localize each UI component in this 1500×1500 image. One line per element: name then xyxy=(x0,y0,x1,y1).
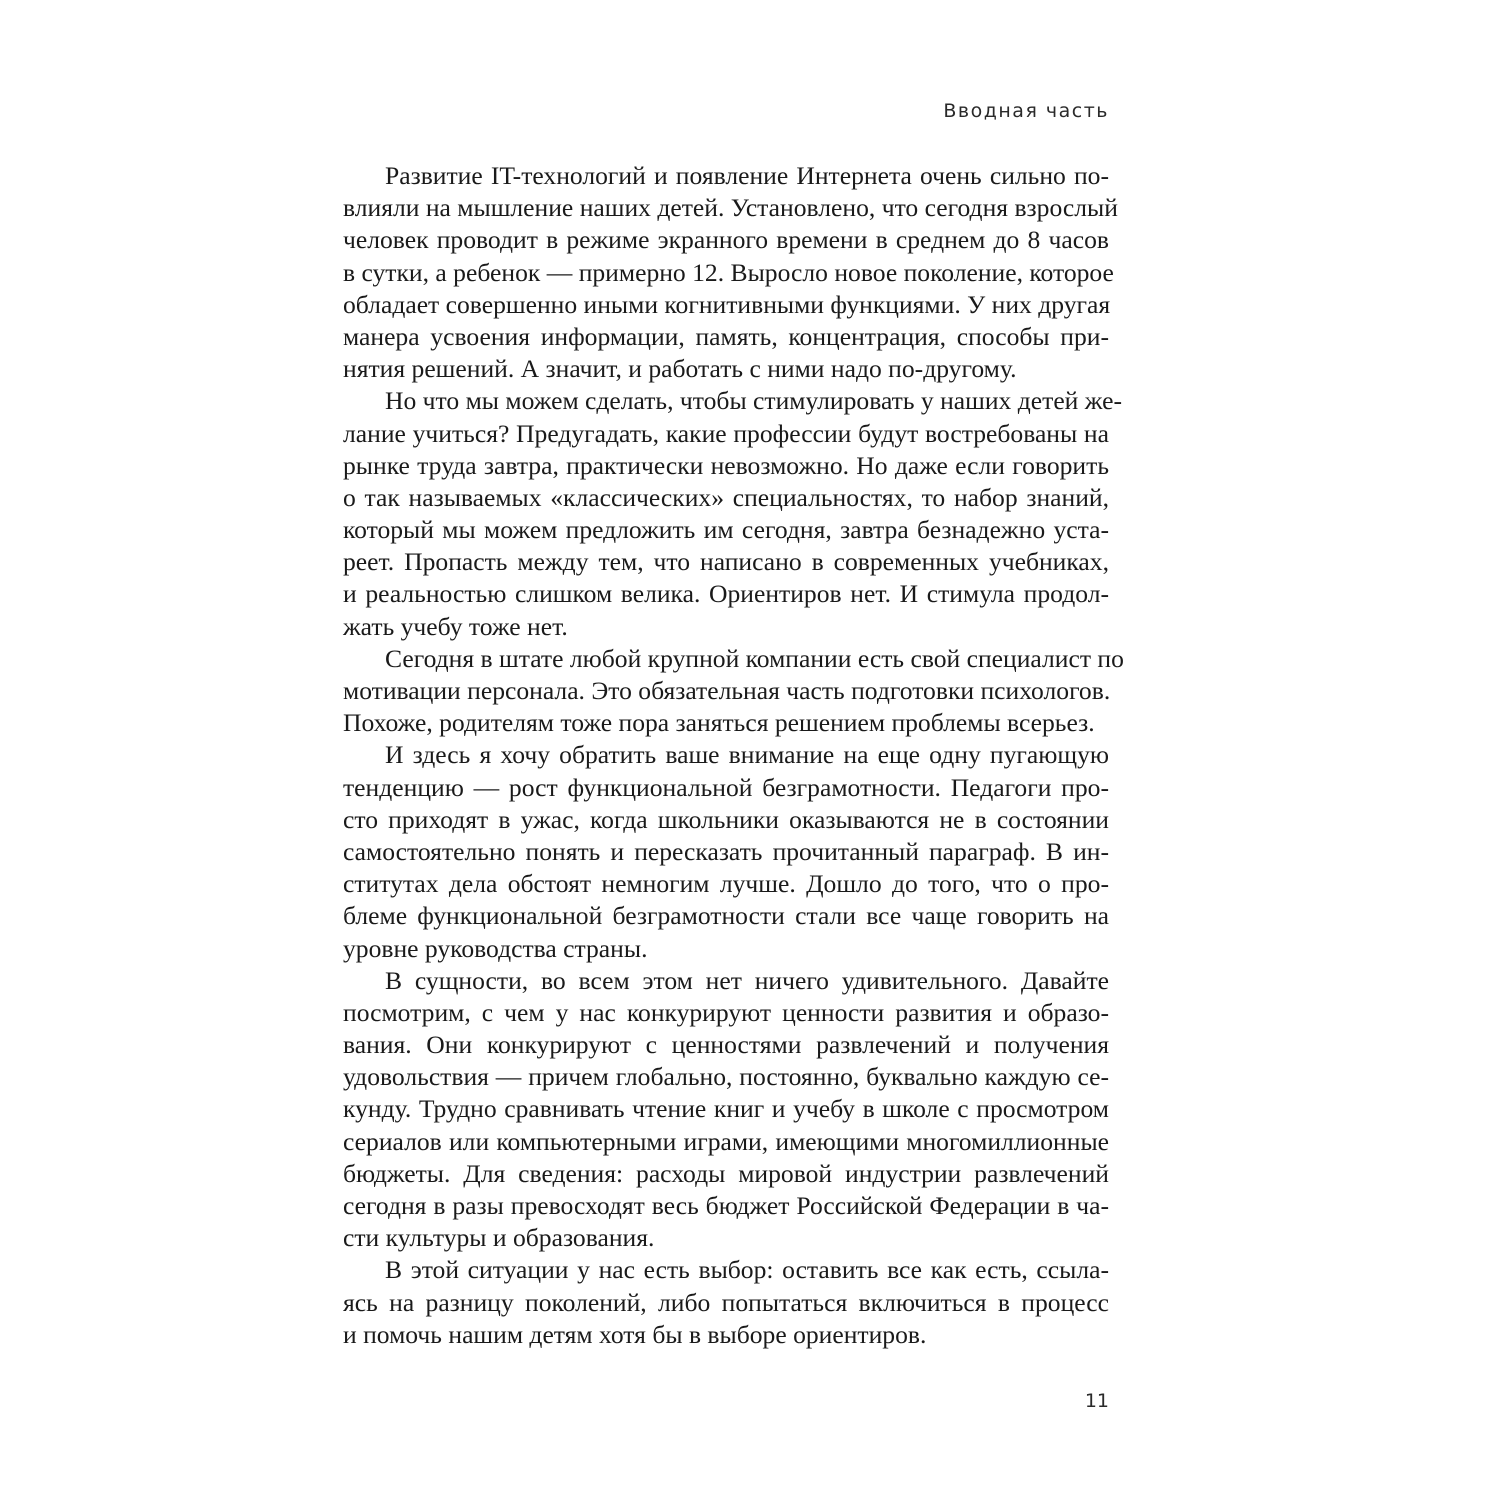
text-line: посмотрим, с чем у нас конкурируют ценности развития и образо- xyxy=(343,997,1109,1027)
text-line: манера усвоения информации, память, концентрация, способы при- xyxy=(343,321,1109,351)
paragraph xyxy=(343,385,1123,643)
text-line: Развитие IT-технологий и появление Интернета очень сильно по- xyxy=(385,161,1109,190)
text-line: удовольствия — причем глобально, постоянно, буквально каждую се- xyxy=(343,1062,1109,1092)
text-line: кунду. Трудно сравнивать чтение книг и учебу в школе с просмотром xyxy=(343,1094,1109,1124)
text-line: В сущности, во всем этом нет ничего удивительного. Давайте xyxy=(385,965,1109,995)
text-line: блеме функциональной безграмотности стали все чаще говорить на xyxy=(343,901,1109,931)
text-line: ститутах дела обстоят немногим лучше. Дошло до того, что о про- xyxy=(343,869,1109,899)
text-line: сериалов или компьютерными играми, имеющими многомиллионные xyxy=(343,1126,1109,1156)
paragraph xyxy=(343,643,1124,740)
running-head: Вводная часть xyxy=(943,100,1109,122)
text-line: и помочь нашим детям хотя бы в выборе ориентиров. xyxy=(343,1319,927,1349)
text-line: и реальностью слишком велика. Ориентиров нет. И стимула продол- xyxy=(343,579,1109,609)
paragraph xyxy=(343,160,1118,385)
text-line: бюджеты. Для сведения: расходы мировой индустрии развлечений xyxy=(343,1158,1109,1188)
text-line: вания. Они конкурируют с ценностями развлечений и получения xyxy=(343,1030,1109,1060)
text-line: в сутки, а ребенок — примерно 12. Выросло новое поколение, которое xyxy=(343,257,1114,287)
text-line: реет. Пропасть между тем, что написано в современных учебниках, xyxy=(343,547,1109,577)
text-line: нятия решений. А значит, и работать с ними надо по-другому. xyxy=(343,354,1017,384)
text-line: Похоже, родителям тоже пора заняться решением проблемы всерьез. xyxy=(343,708,1095,738)
text-line: лание учиться? Предугадать, какие профессии будут востребованы на xyxy=(343,418,1109,448)
text-line: сто приходят в ужас, когда школьники оказываются не в состоянии xyxy=(343,804,1109,834)
text-line: мотивации персонала. Это обязательная часть подготовки психологов. xyxy=(343,676,1111,705)
text-line: И здесь я хочу обратить ваше внимание на еще одну пугающую xyxy=(385,740,1109,770)
text-line: ясь на разницу поколений, либо попытаться включиться в процесс xyxy=(343,1287,1109,1317)
text-line: В этой ситуации у нас есть выбор: оставить все как есть, ссыла- xyxy=(385,1255,1109,1285)
page-number: 11 xyxy=(1084,1390,1109,1412)
text-line: жать учебу тоже нет. xyxy=(343,611,568,641)
text-line: тенденцию — рост функциональной безграмотности. Педагоги про- xyxy=(343,772,1109,802)
text-line: самостоятельно понять и пересказать прочитанный параграф. В ин- xyxy=(343,836,1109,866)
text-line: обладает совершенно иными когнитивными функциями. У них другая xyxy=(343,289,1111,319)
paragraph xyxy=(343,739,1109,964)
text-line: человек проводит в режиме экранного времени в среднем до 8 часов xyxy=(343,225,1109,255)
text-line: Но что мы можем сделать, чтобы стимулировать у наших детей же- xyxy=(385,386,1123,416)
text-line: который мы можем предложить им сегодня, завтра безнадежно уста- xyxy=(343,515,1109,545)
text-line: влияли на мышление наших детей. Установлено, что сегодня взрослый xyxy=(343,193,1118,223)
text-line: Сегодня в штате любой крупной компании есть свой специалист по xyxy=(385,643,1124,673)
text-line: уровне руководства страны. xyxy=(343,933,648,963)
paragraph xyxy=(343,965,1109,1255)
text-line: сти культуры и образования. xyxy=(343,1223,655,1253)
body-text xyxy=(343,160,1124,1351)
text-line: рынке труда завтра, практически невозможно. Но даже если говорить xyxy=(343,450,1109,480)
text-line: сегодня в разы превосходят весь бюджет Российской Федерации в ча- xyxy=(343,1191,1109,1220)
paragraph xyxy=(343,1254,1109,1351)
text-line: о так называемых «классических» специальностях, то набор знаний, xyxy=(343,482,1109,512)
